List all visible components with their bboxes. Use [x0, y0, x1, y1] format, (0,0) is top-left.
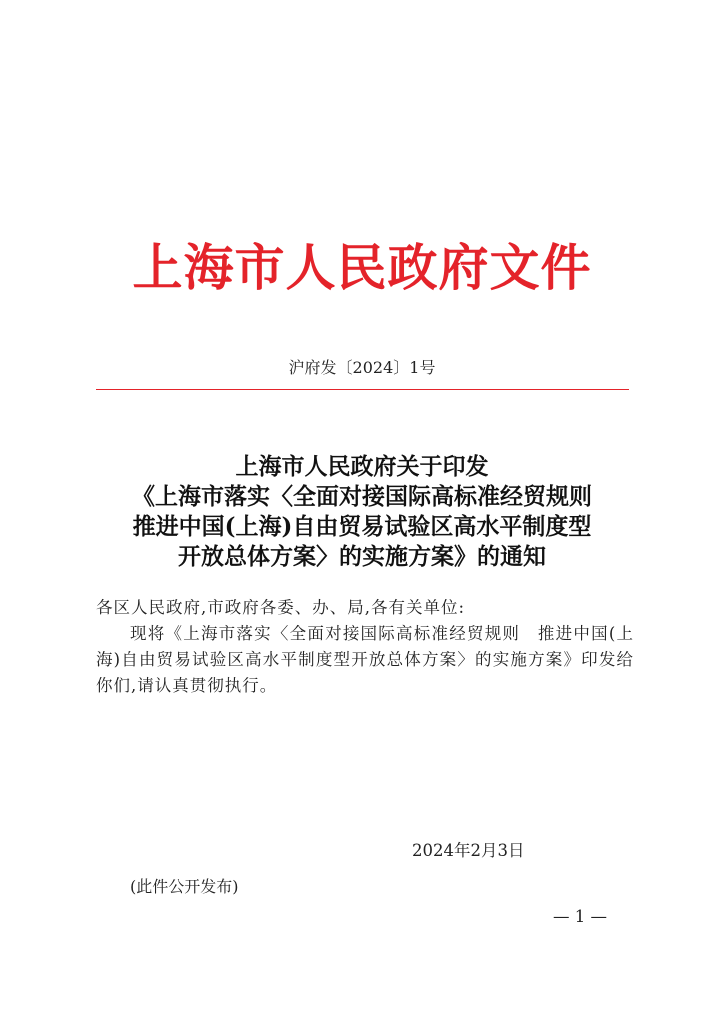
document-number: 沪府发〔2024〕1号	[288, 358, 436, 377]
title-line: 上海市人民政府关于印发	[235, 453, 489, 480]
title-line: 《上海市落实〈全面对接国际高标准经贸规则	[132, 483, 592, 510]
issue-date: 2024年2月3日	[412, 841, 525, 860]
page-number: — 1 —	[553, 907, 607, 926]
document-title	[60, 452, 664, 572]
issuer-header: 上海市人民政府文件	[132, 238, 592, 297]
document-body	[96, 595, 634, 699]
public-release-note: (此件公开发布)	[130, 877, 239, 896]
title-line: 推进中国(上海)自由贸易试验区高水平制度型	[132, 513, 592, 540]
title-line: 开放总体方案〉的实施方案》的通知	[178, 543, 546, 570]
body-paragraph: 现将《上海市落实〈全面对接国际高标准经贸规则 推进中国(上海)自由贸易试验区高水平制度型开放总体方案〉的实施方案》印发给你们,请认真贯彻执行。	[96, 624, 634, 695]
addressee-line: 各区人民政府,市政府各委、办、局,各有关单位:	[96, 598, 466, 617]
red-divider	[96, 389, 629, 390]
